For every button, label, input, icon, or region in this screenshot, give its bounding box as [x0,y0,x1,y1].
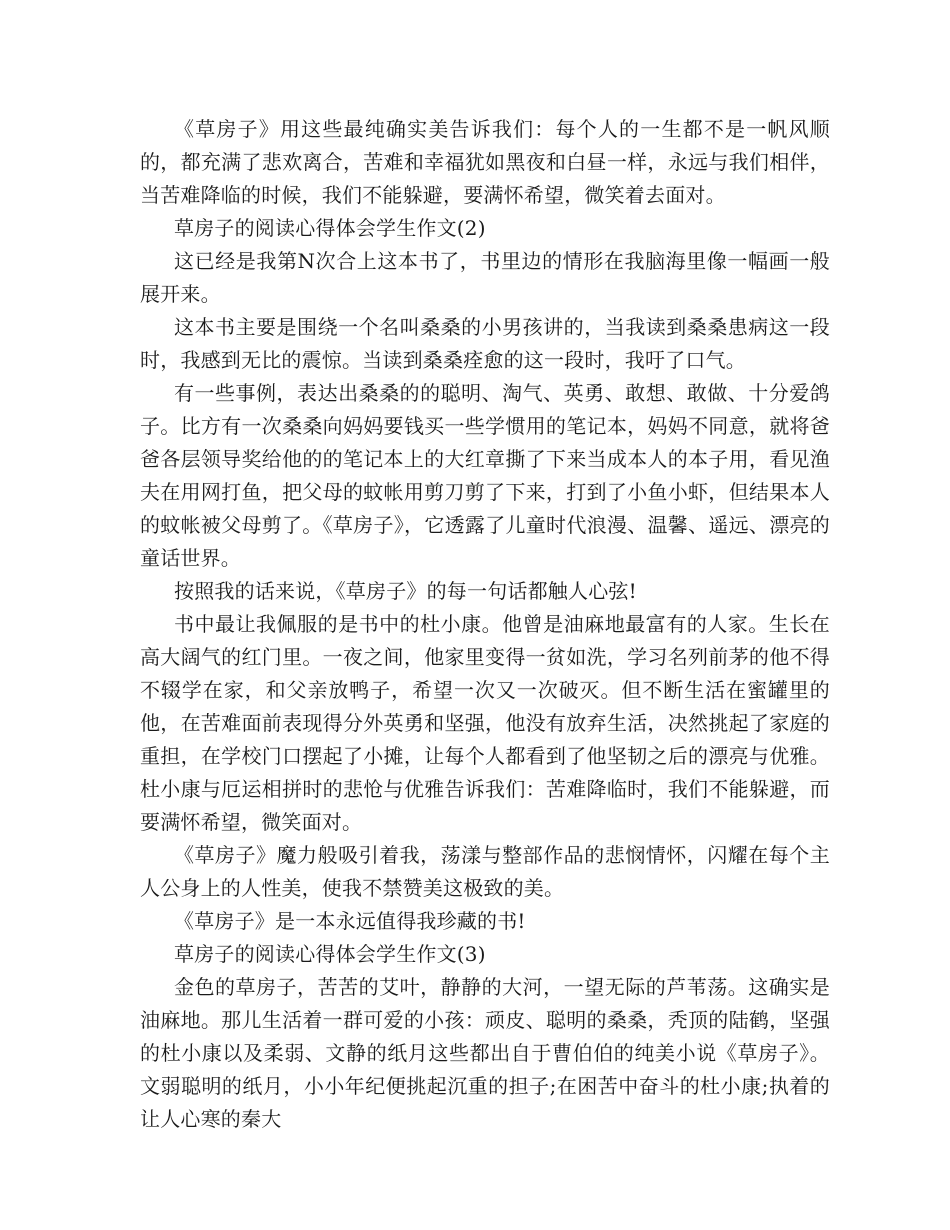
paragraph: 书中最让我佩服的是书中的杜小康。他曾是油麻地最富有的人家。生长在高大阔气的红门里。一夜之间，他家里变得一贫如洗，学习名列前茅的他不得不辍学在家，和父亲放鸭子，希望一次又一次破灭。但不断生活在蜜罐里的他，在苦难面前表现得分外英勇和坚强，他没有放弃生活，决然挑起了家庭的重担，在学校门口摆起了小摊，让每个人都看到了他坚韧之后的漂亮与优雅。杜小康与厄运相拼时的悲怆与优雅告诉我们：苦难降临时，我们不能躲避，而要满怀希望，微笑面对。 [140,612,830,834]
paragraph: 《草房子》用这些最纯确实美告诉我们：每个人的一生都不是一帆风顺的，都充满了悲欢离合，苦难和幸福犹如黑夜和白昼一样，永远与我们相伴，当苦难降临的时候，我们不能躲避，要满怀希望，微笑着去面对。 [140,117,830,207]
paragraph: 有一些事例，表达出桑桑的的聪明、淘气、英勇、敢想、敢做、十分爱鸽子。比方有一次桑桑向妈妈要钱买一些学惯用的笔记本，妈妈不同意，就将爸爸各层领导奖给他的的笔记本上的大红章撕了下来当成本人的本子用，看见渔夫在用网打鱼，把父母的蚊帐用剪刀剪了下来，打到了小鱼小虾，但结果本人的蚊帐被父母剪了。《草房子》，它透露了儿童时代浪漫、温馨、遥远、漂亮的童话世界。 [140,381,830,570]
paragraph: 《草房子》魔力般吸引着我，荡漾与整部作品的悲悯情怀，闪耀在每个主人公身上的人性美，使我不禁赞美这极致的美。 [140,843,830,900]
paragraph: 这本书主要是围绕一个名叫桑桑的小男孩讲的，当我读到桑桑患病这一段时，我感到无比的震惊。当读到桑桑痊愈的这一段时，我吁了口气。 [140,315,830,372]
paragraph: 《草房子》是一本永远值得我珍藏的书! [174,909,526,933]
section-heading: 草房子的阅读心得体会学生作文(2) [174,216,486,240]
document-body [140,113,830,1136]
paragraph: 按照我的话来说，《草房子》的每一句话都触人心弦! [174,579,637,603]
section-heading: 草房子的阅读心得体会学生作文(3) [174,942,486,966]
paragraph: 金色的草房子，苦苦的艾叶，静静的大河，一望无际的芦苇荡。这确实是油麻地。那儿生活着一群可爱的小孩：顽皮、聪明的桑桑，秃顶的陆鹤，坚强的杜小康以及柔弱、文静的纸月这些都出自于曹伯伯的纯美小说《草房子》。 文弱聪明的纸月，小小年纪便挑起沉重的担子;在困苦中奋斗的杜小康;执着的让人心寒的秦大 [140,975,830,1131]
paragraph: 这已经是我第N次合上这本书了，书里边的情形在我脑海里像一幅画一般展开来。 [140,249,830,306]
